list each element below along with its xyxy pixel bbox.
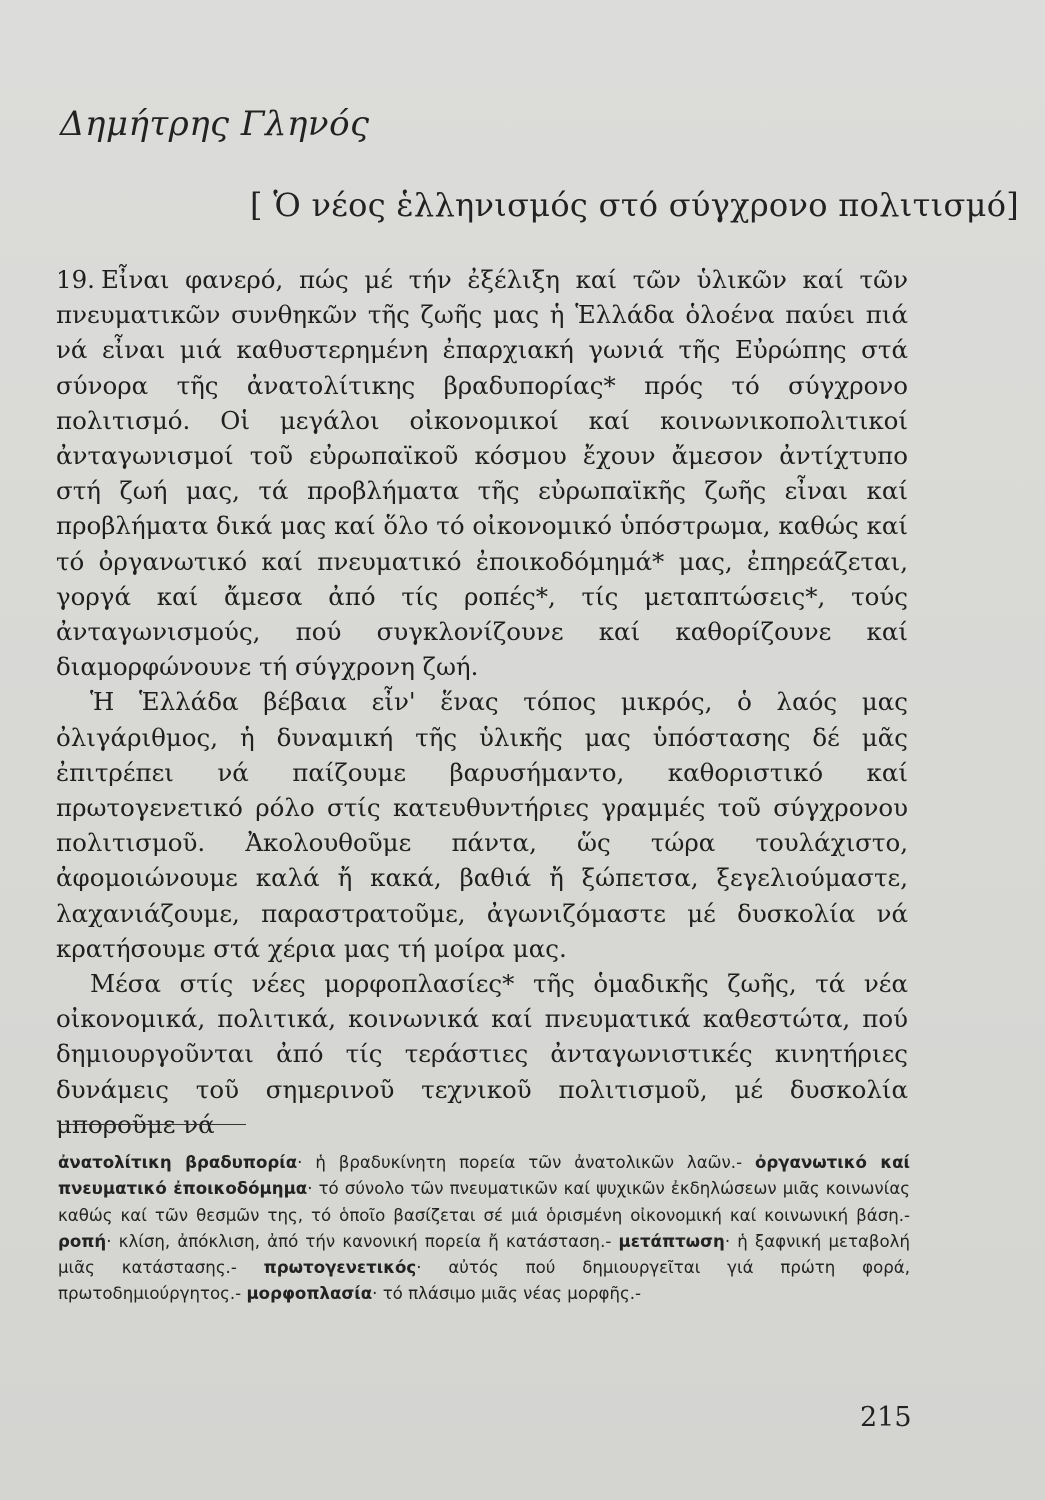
footnote-term: μετάπτωση (618, 1231, 725, 1251)
footnote-term: μορφοπλασία (246, 1284, 373, 1304)
footnote-definition: · αὐτός πού δημιουργεῖται γιά πρώτη φορά, πρωτοδημιούργητος.- (58, 1258, 910, 1304)
footnote-definition: · ἡ βραδυκίνητη πορεία τῶν ἀνατολικῶν λαῶν.- (297, 1153, 755, 1172)
footnote-definition: · τό σύνολο τῶν πνευματικῶν καί ψυχικῶν ἐκδηλώσεων μιᾶς κοινωνίας καθώς καί τῶν θεσμῶν της, τό ὁποῖο βασίζεται σέ μιά ὁρισμένη οἰκονομική καί κοινωνική βάση.- (58, 1179, 910, 1225)
main-text (56, 262, 908, 1142)
author-heading: Δημήτρης Γληνός (60, 104, 370, 144)
footnote-term: ἀνατολίτικη βραδυπορία (58, 1153, 298, 1172)
footnote-term: πρωτογενετικός (263, 1258, 417, 1278)
chapter-title: [ Ὁ νέος ἑλληνισμός στό σύγχρονο πολιτισμό] (250, 186, 1020, 224)
footnote-term: ροπή (58, 1231, 107, 1251)
paragraph-3: Μέσα στίς νέες μορφοπλασίες* τῆς ὁμαδικῆς ζωῆς, τά νέα οἰκονομικά, πολιτικά, κοινωνικά καί πνευματικά καθεστώτα, πού δημιουργοῦνται ἀπό τίς τεράστιες ἀνταγωνιστικές κινητήριες δυνάμεις τοῦ σημερινοῦ τεχνικοῦ πολιτισμοῦ, μέ δυσκολία μποροῦμε νά (56, 969, 908, 1139)
paragraph-1 (56, 262, 908, 684)
footnote-definition: · κλίση, ἀπόκλιση, ἀπό τήν κανονική πορεία ἤ κατάσταση.- (106, 1231, 619, 1251)
paragraph-number: 19. (56, 265, 95, 294)
paragraph-1-text: Εἶναι φανερό, πώς μέ τήν ἐξέλιξη καί τῶν ὑλικῶν καί τῶν πνευματικῶν συνθηκῶν τῆς ζωῆς μας ἡ Ἑλλάδα ὁλοένα παύει πιά νά εἶναι μιά καθυστερημένη ἐπαρχιακή γωνιά τῆς Εὐρώπης στά σύνορα τῆς ἀνατολίτικης βραδυπορίας* πρός τό σύγχρονο πολιτισμό. Οἱ μεγάλοι οἰκονομικοί καί κοινωνικοπολιτικοί ἀνταγωνισμοί τοῦ εὐρωπαϊκοῦ κόσμου ἔχουν ἄμεσον ἀντίχτυπο στή ζωή μας, τά προβλήματα τῆς εὐρωπαϊκῆς ζωῆς εἶναι καί προβλήματα δικά μας καί ὅλο τό οἰκονομικό ὑπόστρωμα, καθώς καί τό ὀργανωτικό καί πνευματικό ἐποικοδόμημά* μας, ἐπηρεάζεται, γοργά καί ἄμεσα ἀπό τίς ροπές*, τίς μεταπτώσεις*, τούς ἀνταγωνισμούς, πού συγκλονίζουνε καί καθορίζουνε καί διαμορφώνουνε τή σύγχρονη ζωή. (56, 265, 908, 682)
paragraph-2: Ἡ Ἑλλάδα βέβαια εἶν' ἕνας τόπος μικρός, ὁ λαός μας ὀλιγάριθμος, ἡ δυναμική τῆς ὑλικῆς μας ὑπόστασης δέ μᾶς ἐπιτρέπει νά παίζουμε βαρυσήμαντο, καθοριστικό καί πρωτογενετικό ρόλο στίς κατευθυντήριες γραμμές τοῦ σύγχρονου πολιτισμοῦ. Ἀκολουθοῦμε πάντα, ὥς τώρα τουλάχιστο, ἀφομοιώνουμε καλά ἤ κακά, βαθιά ἤ ξώπετσα, ξεγελιούμαστε, λαχανιάζουμε, παραστρατοῦμε, ἀγωνιζόμαστε μέ δυσκολία νά κρατήσουμε στά χέρια μας τή μοίρα μας. (56, 687, 908, 963)
footnote-divider (60, 1124, 246, 1125)
footnote-definition: · ἡ ξαφνική μεταβολή μιᾶς κατάστασης.- (58, 1231, 911, 1278)
footnotes (58, 1150, 910, 1308)
footnote-term: ὀργανωτικό καί πνευματικό ἐποικοδόμημα (58, 1153, 910, 1199)
page-number: 215 (860, 1402, 912, 1433)
footnote-definition: · τό πλάσιμο μιᾶς νέας μορφῆς.- (372, 1284, 641, 1304)
